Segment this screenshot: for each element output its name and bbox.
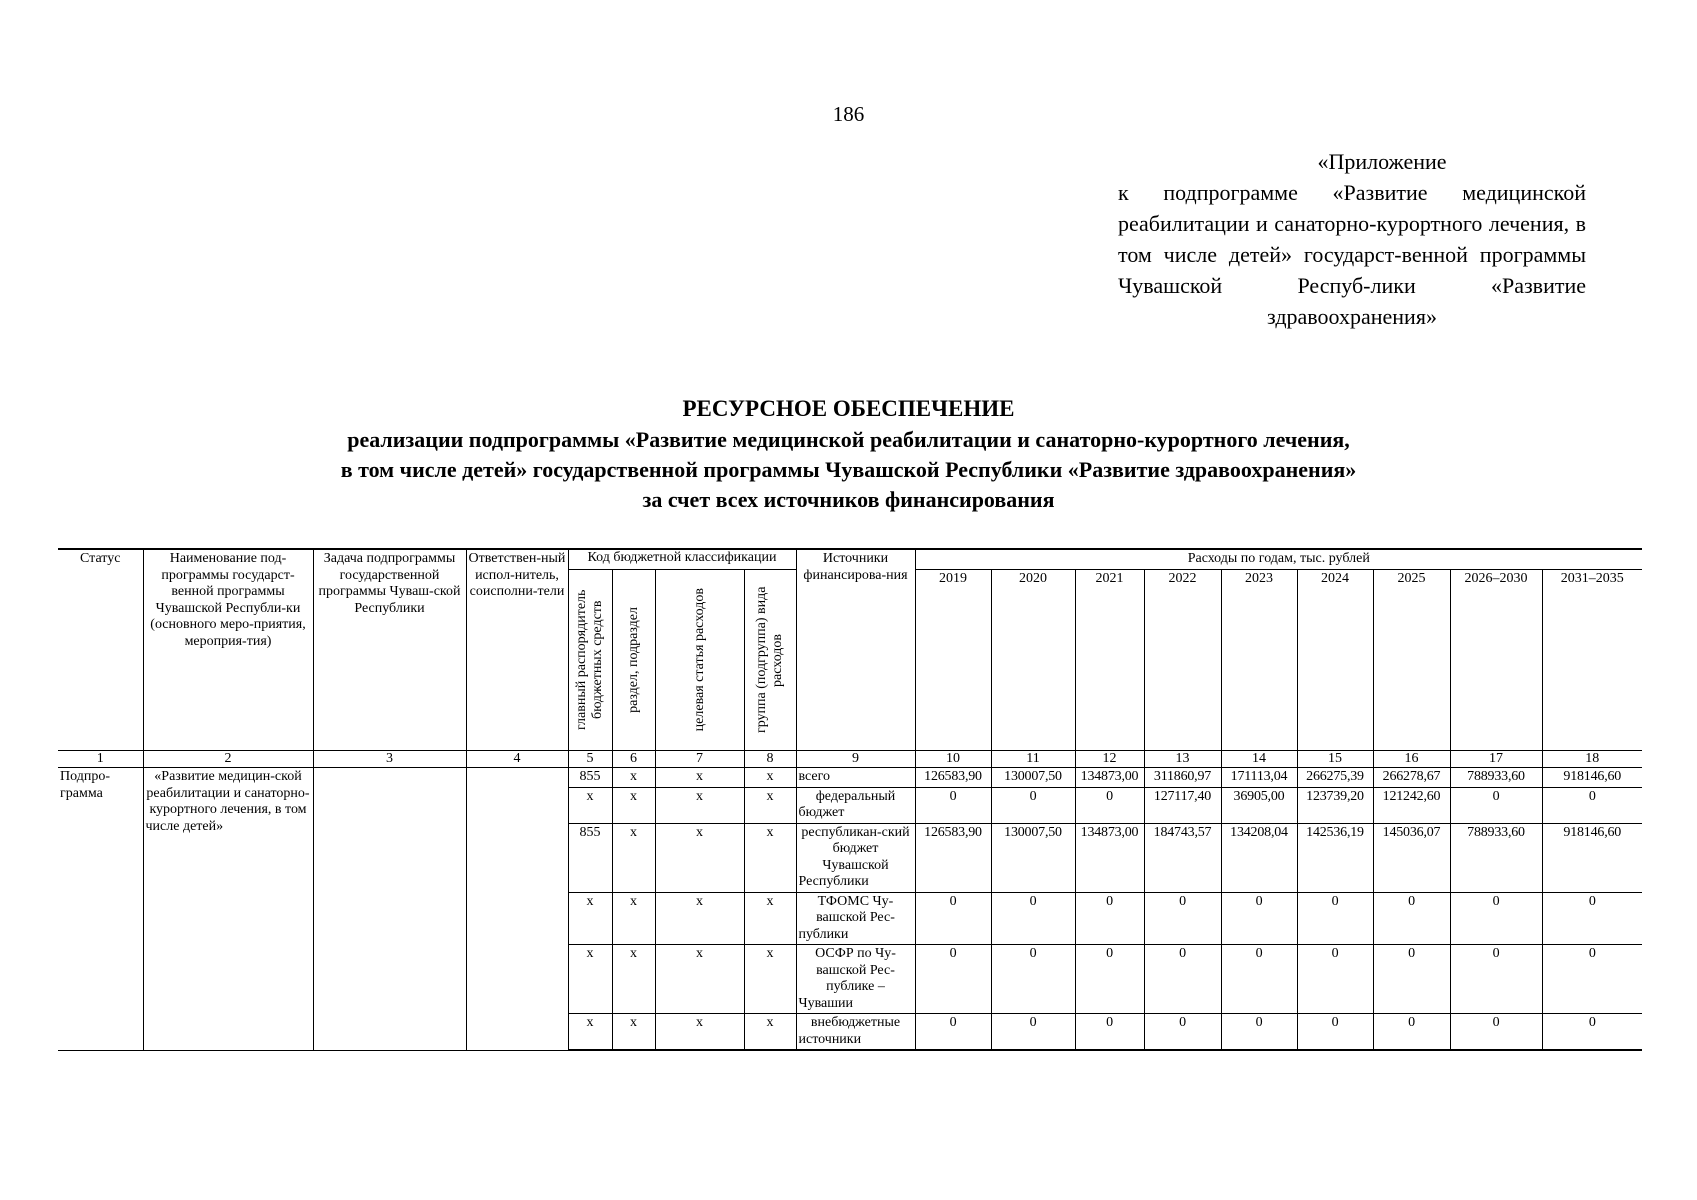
value-2031-2035: 0 (1542, 945, 1642, 1014)
value-2024: 142536,19 (1297, 823, 1373, 892)
column-number: 5 (568, 750, 612, 768)
column-number: 11 (991, 750, 1075, 768)
title-line-2: реализации подпрограммы «Развитие медицинской реабилитации и санаторно-курортного лечения, (347, 427, 1350, 452)
code-section: x (612, 892, 655, 945)
value-2026-2030: 788933,60 (1450, 768, 1542, 788)
appendix-body: к подпрограмме «Развитие медицинской реабилитации и санаторно-курортного лечения, в том числе детей» государст-венной программы Чувашской Респуб-лики «Развитие здравоохранения» (1118, 180, 1586, 329)
code-expense-group: x (744, 787, 796, 823)
code-section: x (612, 823, 655, 892)
header-budget-code: Код бюджетной классификации (568, 549, 796, 569)
header-year-2031-2035: 2031–2035 (1542, 569, 1642, 750)
code-main-manager: x (568, 945, 612, 1014)
value-2025: 0 (1373, 892, 1450, 945)
code-target-article: x (655, 945, 744, 1014)
page-number: 186 (832, 102, 865, 126)
table-row (58, 768, 1642, 788)
header-year-2025: 2025 (1373, 569, 1450, 750)
value-2020: 0 (991, 787, 1075, 823)
code-section: x (612, 945, 655, 1014)
value-2019: 0 (915, 945, 991, 1014)
header-year-2024: 2024 (1297, 569, 1373, 750)
source-cell: республикан-ский бюджет Чувашской Республики (796, 823, 915, 892)
value-2024: 266275,39 (1297, 768, 1373, 788)
value-2023: 36905,00 (1221, 787, 1297, 823)
value-2025: 0 (1373, 945, 1450, 1014)
code-target-article: x (655, 892, 744, 945)
source-cell: внебюджетные источники (796, 1014, 915, 1051)
value-2023: 0 (1221, 945, 1297, 1014)
column-number: 4 (466, 750, 568, 768)
status-cell: Подпро-грамма (58, 768, 143, 1051)
header-section-text: раздел, подраздел (625, 606, 641, 713)
header-year-2021: 2021 (1075, 569, 1144, 750)
value-2026-2030: 0 (1450, 1014, 1542, 1051)
column-number: 17 (1450, 750, 1542, 768)
column-number: 9 (796, 750, 915, 768)
value-2031-2035: 0 (1542, 1014, 1642, 1051)
value-2031-2035: 918146,60 (1542, 768, 1642, 788)
appendix-note (1118, 146, 1586, 332)
value-2023: 171113,04 (1221, 768, 1297, 788)
value-2024: 0 (1297, 892, 1373, 945)
header-name: Наименование под-программы государст-венной программы Чувашской Республи-ки (основного меро-приятия, мероприя-тия) (143, 549, 313, 750)
column-number: 6 (612, 750, 655, 768)
source-cell: всего (796, 768, 915, 788)
header-year-2023: 2023 (1221, 569, 1297, 750)
code-section: x (612, 787, 655, 823)
resource-table (58, 548, 1642, 1051)
header-target-article (655, 569, 744, 750)
header-target-article-text: целевая статья расходов (691, 587, 707, 732)
header-executor: Ответствен-ный испол-нитель, соисполни-тели (466, 549, 568, 750)
code-target-article: x (655, 823, 744, 892)
value-2019: 0 (915, 787, 991, 823)
value-2022: 0 (1144, 945, 1221, 1014)
column-number: 2 (143, 750, 313, 768)
header-status: Статус (58, 549, 143, 750)
value-2024: 0 (1297, 1014, 1373, 1051)
column-number: 10 (915, 750, 991, 768)
header-main-manager (568, 569, 612, 750)
value-2023: 0 (1221, 892, 1297, 945)
value-2024: 0 (1297, 945, 1373, 1014)
header-row-1 (58, 549, 1642, 569)
value-2031-2035: 918146,60 (1542, 823, 1642, 892)
column-number: 16 (1373, 750, 1450, 768)
appendix-title: «Приложение (1317, 149, 1447, 174)
column-number: 13 (1144, 750, 1221, 768)
value-2026-2030: 788933,60 (1450, 823, 1542, 892)
header-year-2026-2030: 2026–2030 (1450, 569, 1542, 750)
code-main-manager: x (568, 892, 612, 945)
executor-cell (466, 768, 568, 1051)
value-2031-2035: 0 (1542, 787, 1642, 823)
code-section: x (612, 768, 655, 788)
title-line-4: за счет всех источников финансирования (642, 487, 1055, 512)
value-2023: 134208,04 (1221, 823, 1297, 892)
value-2021: 0 (1075, 892, 1144, 945)
header-sources: Источники финансирова-ния (796, 549, 915, 750)
code-expense-group: x (744, 768, 796, 788)
code-expense-group: x (744, 945, 796, 1014)
column-number: 1 (58, 750, 143, 768)
code-main-manager: 855 (568, 768, 612, 788)
value-2020: 130007,50 (991, 768, 1075, 788)
code-main-manager: 855 (568, 823, 612, 892)
value-2025: 266278,67 (1373, 768, 1450, 788)
value-2025: 121242,60 (1373, 787, 1450, 823)
code-expense-group: x (744, 1014, 796, 1051)
value-2021: 0 (1075, 787, 1144, 823)
value-2022: 184743,57 (1144, 823, 1221, 892)
header-section (612, 569, 655, 750)
value-2024: 123739,20 (1297, 787, 1373, 823)
header-year-2022: 2022 (1144, 569, 1221, 750)
value-2020: 0 (991, 945, 1075, 1014)
value-2019: 126583,90 (915, 768, 991, 788)
value-2019: 0 (915, 1014, 991, 1051)
value-2019: 0 (915, 892, 991, 945)
value-2022: 0 (1144, 1014, 1221, 1051)
header-expenses: Расходы по годам, тыс. рублей (915, 549, 1642, 569)
code-main-manager: x (568, 1014, 612, 1051)
value-2022: 311860,97 (1144, 768, 1221, 788)
value-2020: 0 (991, 1014, 1075, 1051)
code-main-manager: x (568, 787, 612, 823)
program-name-cell: «Развитие медицин-ской реабилитации и санаторно-курортного лечения, в том числе детей» (143, 768, 313, 1051)
source-cell: ОСФР по Чу-вашской Рес-публике – Чувашии (796, 945, 915, 1014)
value-2021: 134873,00 (1075, 768, 1144, 788)
header-task: Задача подпрограммы государственной программы Чуваш-ской Республики (313, 549, 466, 750)
value-2020: 0 (991, 892, 1075, 945)
value-2019: 126583,90 (915, 823, 991, 892)
value-2025: 0 (1373, 1014, 1450, 1051)
code-target-article: x (655, 1014, 744, 1051)
value-2023: 0 (1221, 1014, 1297, 1051)
column-number: 8 (744, 750, 796, 768)
column-number: 7 (655, 750, 744, 768)
column-number: 3 (313, 750, 466, 768)
code-expense-group: x (744, 892, 796, 945)
header-year-2020: 2020 (991, 569, 1075, 750)
header-year-2019: 2019 (915, 569, 991, 750)
value-2021: 134873,00 (1075, 823, 1144, 892)
source-cell: ТФОМС Чу-вашской Рес-публики (796, 892, 915, 945)
value-2026-2030: 0 (1450, 945, 1542, 1014)
value-2026-2030: 0 (1450, 787, 1542, 823)
column-number: 18 (1542, 750, 1642, 768)
value-2026-2030: 0 (1450, 892, 1542, 945)
column-number: 14 (1221, 750, 1297, 768)
column-number: 12 (1075, 750, 1144, 768)
code-expense-group: x (744, 823, 796, 892)
document-title (0, 393, 1697, 515)
title-line-1: РЕСУРСНОЕ ОБЕСПЕЧЕНИЕ (682, 396, 1015, 421)
code-section: x (612, 1014, 655, 1051)
task-cell (313, 768, 466, 1051)
value-2031-2035: 0 (1542, 892, 1642, 945)
value-2022: 0 (1144, 892, 1221, 945)
value-2025: 145036,07 (1373, 823, 1450, 892)
title-line-3: в том числе детей» государственной программы Чувашской Республики «Развитие здравоохранения» (340, 457, 1357, 482)
value-2022: 127117,40 (1144, 787, 1221, 823)
header-main-manager-text: главный распорядитель бюджетных средств (574, 589, 605, 730)
source-cell: федеральный бюджет (796, 787, 915, 823)
column-number: 15 (1297, 750, 1373, 768)
value-2021: 0 (1075, 945, 1144, 1014)
code-target-article: x (655, 787, 744, 823)
column-number-row (58, 750, 1642, 768)
value-2021: 0 (1075, 1014, 1144, 1051)
code-target-article: x (655, 768, 744, 788)
value-2020: 130007,50 (991, 823, 1075, 892)
header-expense-group (744, 569, 796, 750)
header-expense-group-text: группа (подгруппа) вида расходов (754, 586, 785, 733)
